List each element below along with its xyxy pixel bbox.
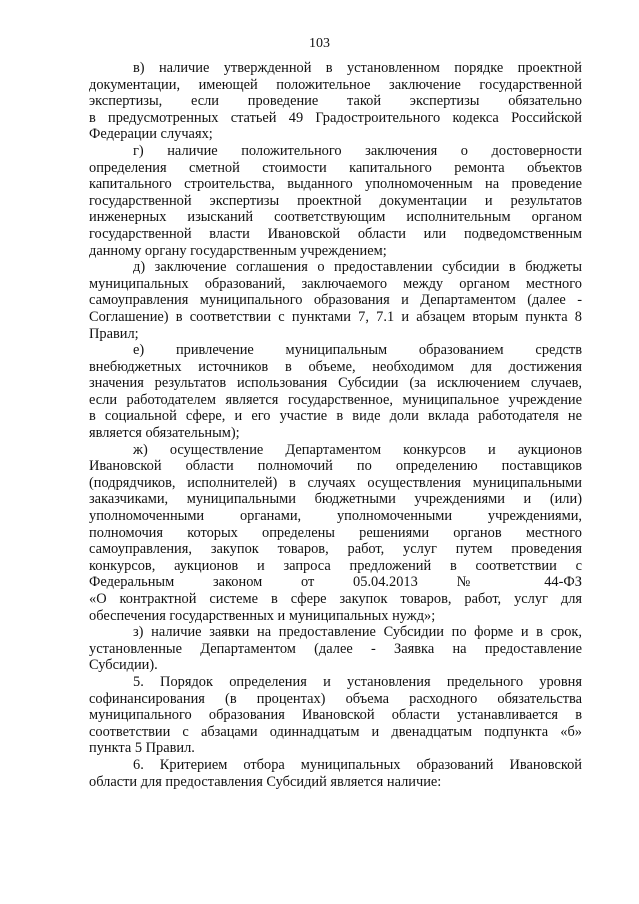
text-line: самоуправления, закупок товаров, работ, услуг путем проведения [89, 541, 582, 558]
text-line: данному органу государственным учреждением; [89, 242, 387, 259]
text-line: внебюджетных источников в объеме, необходимом для достижения [89, 358, 582, 375]
text-line: в предусмотренных статьей 49 Градостроительного кодекса Российской [89, 109, 582, 126]
text-line: самоуправления муниципального образования и Департаментом (далее - [89, 292, 582, 309]
paragraph-v [89, 60, 582, 143]
text-line: капитального строительства, выданного уполномоченным на проведение [89, 176, 582, 193]
text-line: инженерных изысканий соответствующим исполнительным органом [89, 209, 582, 226]
text-line: муниципального образования Ивановской области устанавливается в [89, 707, 582, 724]
text-line: Соглашение) в соответствии с пунктами 7, 7.1 и абзацем вторым пункта 8 [89, 308, 582, 325]
text-line: г) наличие положительного заключения о достоверности [133, 142, 582, 159]
text-line: конкурсов, аукционов и запроса предложений в соответствии с [89, 557, 582, 574]
paragraph-item-6 [89, 757, 582, 790]
text-line: Федерации случаях; [89, 126, 213, 143]
text-line: «О контрактной системе в сфере закупок товаров, работ, услуг для [89, 591, 582, 607]
text-line: государственной экспертизы проектной документации и результатов [89, 192, 582, 209]
paragraph-d [89, 259, 582, 342]
page-number: 103 [309, 36, 330, 51]
text-line: экспертизы, если проведение такой экспертизы обязательно [89, 93, 582, 110]
paragraph-g [89, 143, 582, 259]
text-line: значения результатов использования Субсидии (за исключением случаев, [89, 375, 582, 392]
text-line: соответствии с абзацами одиннадцатым и двенадцатым подпункта «б» [89, 723, 582, 740]
text-line: Субсидии). [89, 657, 158, 674]
text-line: пункта 5 Правил. [89, 740, 195, 757]
text-line: 5. Порядок определения и установления предельного уровня [133, 673, 582, 690]
text-line: з) наличие заявки на предоставление Субсидии по форме и в срок, [133, 624, 582, 641]
text-line: д) заключение соглашения о предоставлении субсидии в бюджеты [133, 259, 582, 276]
paragraph-zh [89, 442, 582, 625]
text-line: документации, имеющей положительное заключение государственной [89, 76, 582, 93]
text-line: если работодателем является государственное, муниципальное учреждение [89, 391, 582, 408]
paragraph-z [89, 624, 582, 674]
text-line: в социальной сфере, и его участие в виде доли вклада работодателя не [89, 408, 582, 425]
text-line: уполномоченными органами, уполномоченными учреждениями, [89, 508, 582, 525]
text-line: (подрядчиков, исполнителей) в случаях осуществления муниципальными [89, 474, 582, 491]
text-line: обеспечения государственных и муниципальных нужд»; [89, 607, 436, 624]
text-line: Федеральным законом от 05.04.2013 № 44-ФЗ [89, 574, 582, 591]
paragraph-e [89, 342, 582, 442]
text-line: установленные Департаментом (далее - Заявка на предоставление [89, 640, 582, 657]
text-line: Правил; [89, 325, 139, 342]
text-line: 6. Критерием отбора муниципальных образований Ивановской [133, 756, 582, 773]
text-line: является обязательным); [89, 425, 240, 442]
text-line: е) привлечение муниципальным образованием средств [133, 342, 582, 359]
text-line: Ивановской области полномочий по определению поставщиков [89, 458, 582, 475]
text-line: области для предоставления Субсидий является наличие: [89, 773, 442, 790]
paragraph-item-5 [89, 674, 582, 757]
text-line: заказчиками, муниципальными бюджетными учреждениями и (или) [89, 491, 582, 508]
text-line: муниципальных образований, заключаемого между органом местного [89, 275, 582, 292]
text-line: определения сметной стоимости капитального ремонта объектов [89, 159, 582, 176]
text-line: в) наличие утвержденной в установленном порядке проектной [133, 60, 582, 76]
text-line: государственной власти Ивановской области или подведомственным [89, 225, 582, 242]
text-line: ж) осуществление Департаментом конкурсов и аукционов [133, 441, 582, 458]
text-line: софинансирования (в процентах) объема расходного обязательства [89, 690, 582, 707]
text-line: полномочия которых определены решениями органов местного [89, 524, 582, 541]
document-body [89, 60, 582, 790]
